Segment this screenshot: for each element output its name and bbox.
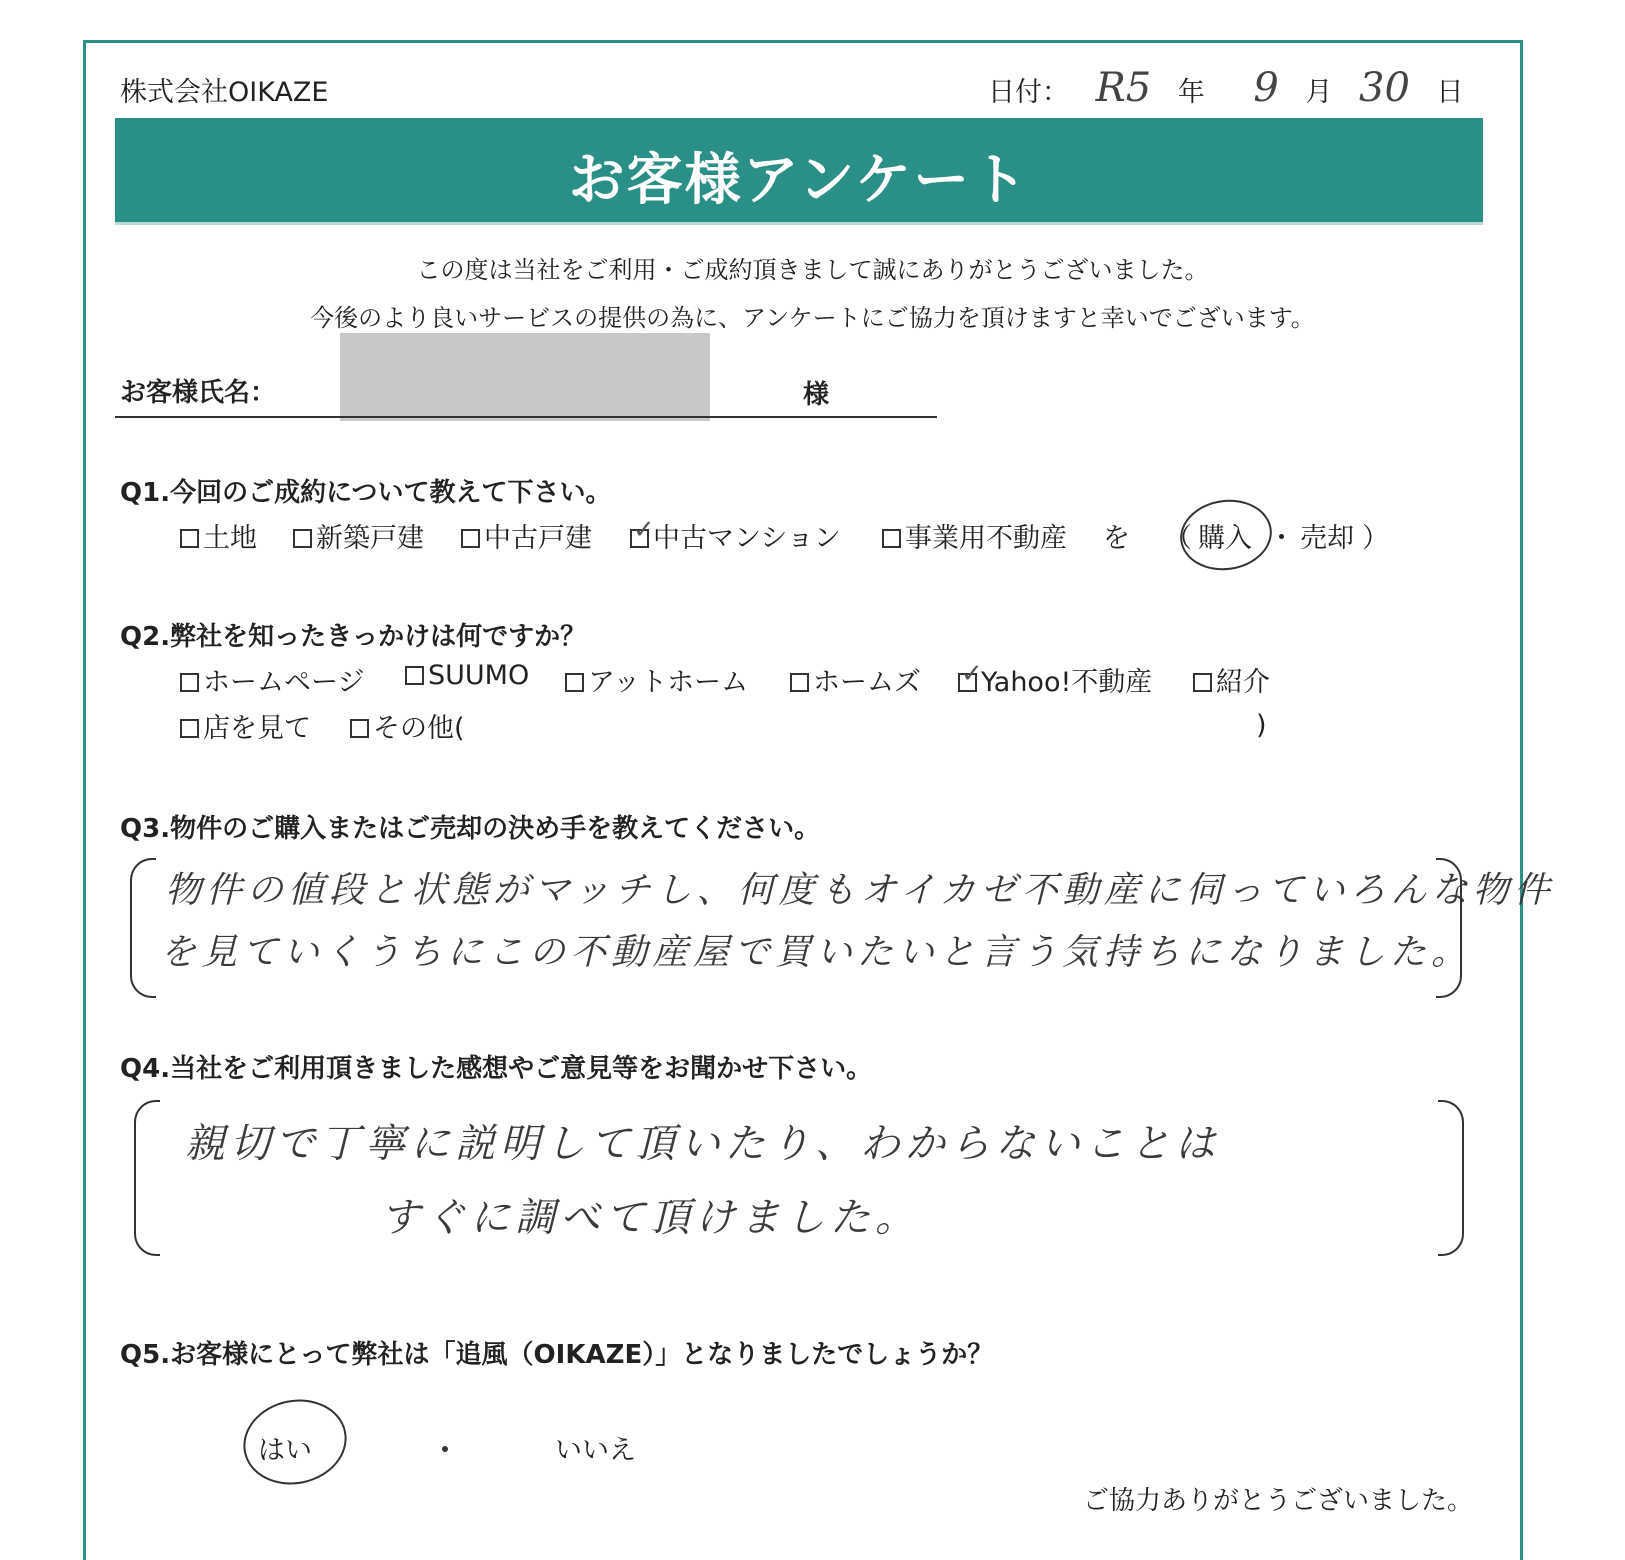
q2-other-close-paren: ) bbox=[1256, 710, 1267, 741]
q1-choice-buy[interactable]: 購入 bbox=[1198, 523, 1252, 554]
date-label: 日付： bbox=[988, 77, 1069, 108]
date-era-handwritten: R5 bbox=[1095, 65, 1152, 111]
q3-answer-line-1: 物件の値段と状態がマッチし、何度もオイカゼ不動産に伺っていろんな物件 bbox=[165, 870, 1555, 911]
title-banner bbox=[115, 118, 1483, 222]
q1-question: Q1.今回のご成約について教えて下さい。 bbox=[120, 478, 612, 508]
q2-option-other[interactable] bbox=[350, 706, 465, 745]
option-label: 土地 bbox=[203, 523, 257, 554]
option-label: ホームページ bbox=[203, 667, 365, 698]
option-label: SUUMO bbox=[428, 660, 530, 691]
q5-separator-dot bbox=[442, 1446, 448, 1452]
q3-bracket-left bbox=[130, 858, 156, 998]
checkbox[interactable] bbox=[180, 719, 199, 738]
checkbox[interactable] bbox=[461, 529, 480, 548]
option-label: 新築戸建 bbox=[316, 523, 424, 554]
q1-particle: を bbox=[1103, 523, 1130, 554]
q1-option-used-condo[interactable] bbox=[630, 516, 841, 555]
q4-bracket-left bbox=[134, 1100, 160, 1256]
year-label: 年 bbox=[1177, 77, 1205, 108]
q1-option-land[interactable] bbox=[180, 516, 257, 555]
date-field bbox=[988, 65, 1464, 111]
option-label: その他( bbox=[373, 713, 465, 744]
q1-option-used-house[interactable] bbox=[461, 516, 592, 555]
q5-choice-yes[interactable]: はい bbox=[258, 1435, 312, 1466]
page-title: お客様アンケート bbox=[568, 148, 1030, 213]
check-mark-icon: ✓ bbox=[961, 659, 983, 689]
q4-answer-line-1: 親切で丁寧に説明して頂いたり、わからないことは bbox=[185, 1121, 1220, 1167]
checkbox[interactable] bbox=[350, 719, 369, 738]
q1-option-business[interactable] bbox=[882, 516, 1067, 555]
option-label: ホームズ bbox=[813, 667, 921, 698]
checkbox[interactable] bbox=[565, 673, 584, 692]
q1-close-paren: ） bbox=[1362, 523, 1389, 554]
q4-question: Q4.当社をご利用頂きました感想やご意見等をお聞かせ下さい。 bbox=[120, 1054, 873, 1084]
q1-choice-sell[interactable]: 売却 bbox=[1300, 523, 1354, 554]
option-label: アットホーム bbox=[588, 667, 749, 698]
q4-answer-line-2: すぐに調べて頂けました。 bbox=[380, 1195, 920, 1241]
day-label: 日 bbox=[1436, 77, 1464, 108]
intro-line-2: 今後のより良いサービスの提供の為に、アンケートにご協力を頂けますと幸いでございます。 bbox=[310, 304, 1315, 332]
day-handwritten: 30 bbox=[1359, 65, 1410, 111]
q2-option-athome[interactable] bbox=[565, 660, 748, 699]
honorific: 様 bbox=[803, 380, 830, 410]
q2-question: Q2.弊社を知ったきっかけは何ですか？ bbox=[120, 622, 587, 652]
month-handwritten: 9 bbox=[1253, 65, 1279, 111]
option-label: 事業用不動産 bbox=[905, 523, 1067, 554]
checkbox[interactable] bbox=[882, 529, 901, 548]
checkbox[interactable] bbox=[405, 666, 424, 685]
redacted-name bbox=[340, 333, 710, 421]
option-label: Yahoo!不動産 bbox=[981, 667, 1153, 698]
q2-option-suumo[interactable] bbox=[405, 660, 529, 691]
q5-question: Q5.お客様にとって弊社は「追風（OIKAZE）」となりましたでしょうか？ bbox=[120, 1340, 994, 1370]
name-underline bbox=[115, 416, 937, 418]
month-label: 月 bbox=[1305, 77, 1333, 108]
q2-option-yahoo[interactable] bbox=[958, 660, 1152, 699]
option-label: 店を見て bbox=[203, 713, 311, 744]
customer-name-label: お客様氏名： bbox=[120, 378, 277, 408]
checkbox-checked[interactable] bbox=[630, 515, 655, 548]
q1-option-new-house[interactable] bbox=[293, 516, 424, 555]
option-label: 中古戸建 bbox=[484, 523, 592, 554]
option-label: 紹介 bbox=[1216, 667, 1270, 698]
q2-option-homepage[interactable] bbox=[180, 660, 364, 699]
q3-question: Q3.物件のご購入またはご売却の決め手を教えてください。 bbox=[120, 814, 821, 844]
q2-option-homes[interactable] bbox=[790, 660, 921, 699]
checkbox[interactable] bbox=[180, 529, 199, 548]
footer-thanks: ご協力ありがとうございました。 bbox=[1083, 1486, 1474, 1516]
q2-option-referral[interactable] bbox=[1193, 660, 1270, 699]
q5-choice-no[interactable]: いいえ bbox=[555, 1435, 636, 1466]
q3-answer-line-2: を見ていくうちにこの不動産屋で買いたいと言う気持ちになりました。 bbox=[160, 932, 1473, 973]
checkbox[interactable] bbox=[180, 673, 199, 692]
q4-bracket-right bbox=[1438, 1100, 1464, 1256]
checkbox[interactable] bbox=[1193, 673, 1212, 692]
q1-separator: ・ bbox=[1268, 523, 1295, 554]
intro-line-1: この度は当社をご利用・ご成約頂きまして誠にありがとうございました。 bbox=[416, 256, 1209, 284]
option-label: 中古マンション bbox=[653, 523, 841, 554]
q2-option-saw-store[interactable] bbox=[180, 706, 311, 745]
check-mark-icon: ✓ bbox=[633, 515, 655, 545]
q1-open-paren: （ bbox=[1165, 523, 1192, 554]
checkbox[interactable] bbox=[790, 673, 809, 692]
checkbox[interactable] bbox=[293, 529, 312, 548]
checkbox-checked[interactable] bbox=[958, 659, 983, 692]
company-name: 株式会社OIKAZE bbox=[120, 77, 329, 108]
